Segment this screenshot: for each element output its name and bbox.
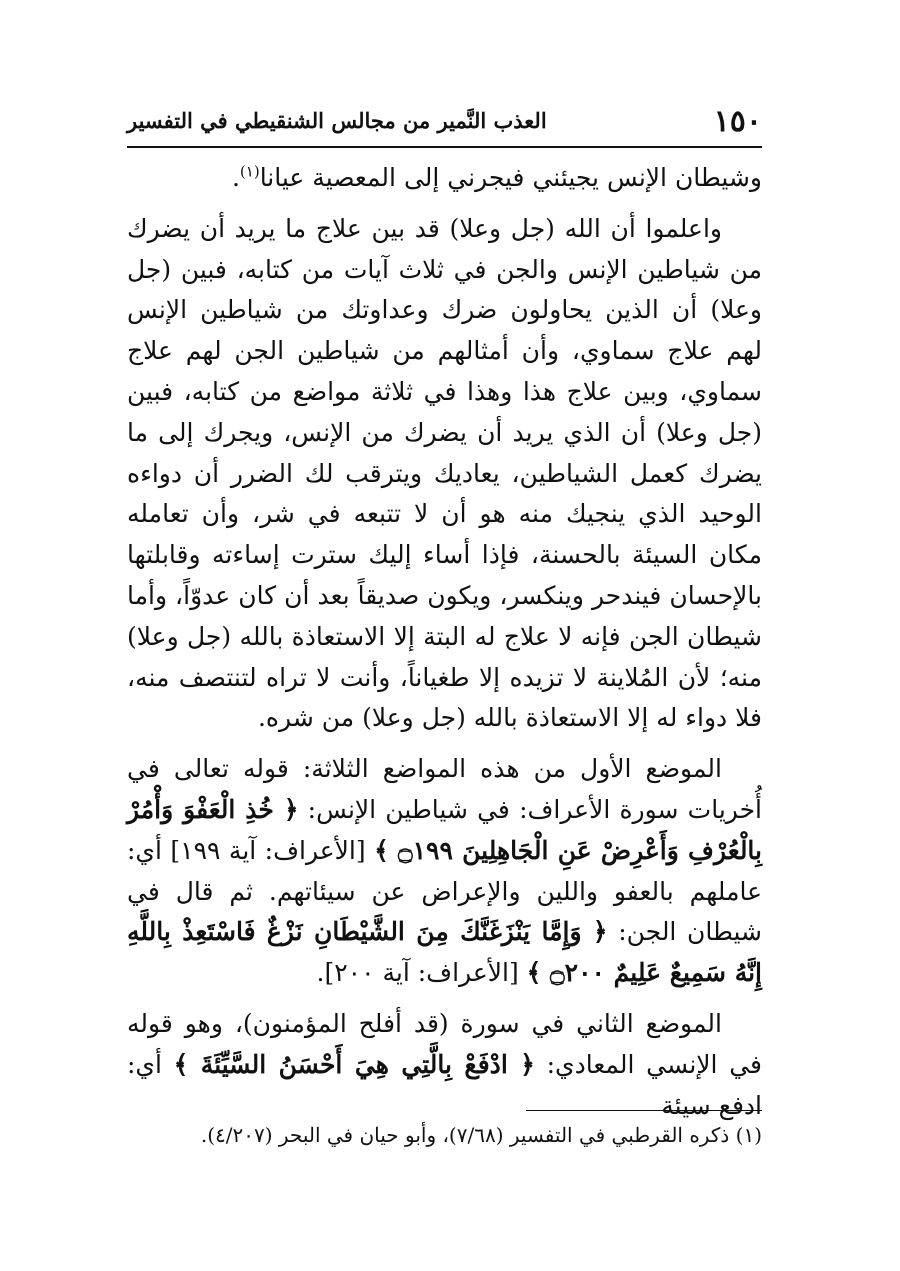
paragraph-3-text-b: [الأعراف: آية ١٩٩] أي: عاملهم بالعفو واللين والإعراض عن سيئاتهم. ثم قال في شيطان الجن:: [127, 835, 762, 947]
footnote: (١) ذكره القرطبي في التفسير (٧/٦٨)، وأبو حيان في البحر (٤/٢٠٧).: [200, 1123, 762, 1147]
paragraph-1-text: وشيطان الإنس يجيئني فيجرني إلى المعصية عيانا: [259, 163, 762, 192]
quran-verse-araf-200: ﴿ وَإِمَّا يَنْزَغَنَّكَ مِنَ الشَّيْطَانِ نَزْغٌ فَاسْتَعِذْ بِاللَّهِ إِنَّهُ سَمِيعٌ عَلِيمٌ ۝٢٠٠ ﴾: [127, 917, 762, 988]
running-title: العذب النَّمير من مجالس الشنقيطي في التفسير: [127, 108, 547, 133]
page-body: [127, 158, 762, 1126]
quran-verse-araf-199: ﴿ خُذِ الْعَفْوَ وَأْمُرْ بِالْعُرْفِ وَأَعْرِضْ عَنِ الْجَاهِلِينَ ۝١٩٩ ﴾: [127, 794, 763, 865]
paragraph-1: [127, 158, 762, 199]
header-rule: [127, 146, 762, 148]
page-number: ١٥٠: [713, 104, 762, 139]
paragraph-4-text-b: أي: ادفع سيئة: [127, 1049, 762, 1120]
footnote-rule: [526, 1110, 762, 1111]
paragraph-3: [127, 749, 762, 994]
paragraph-4: [127, 1004, 762, 1126]
footnote-reference: (١): [239, 162, 260, 181]
paragraph-3-text-a: الموضع الأول من هذه المواضع الثلاثة: قوله تعالى في أُخريات سورة الأعراف: في شياطين الإنس:: [127, 754, 762, 824]
paragraph-4-text-a: الموضع الثاني في سورة (قد أفلح المؤمنون)، وهو قوله في الإنسي المعادي:: [127, 1008, 762, 1079]
paragraph-3-text-c: [الأعراف: آية ٢٠٠].: [316, 958, 527, 988]
paragraph-2: واعلموا أن الله (جل وعلا) قد بين علاج ما يريد أن يضرك من شياطين الإنس والجن في ثلاث آيات من كتابه، فبين (جل وعلا) أن الذين يحاولون ضرك وعداوتك من شياطين الإنس لهم علاج سماوي، وأن أمثالهم من شياطين الجن لهم علاج سماوي، وبين علاج هذا وهذا في ثلاثة مواضع من كتابه، فبين (جل وعلا) أن الذي يريد أن يضرك من الإنس، ويجرك إلى ما يضرك كعمل الشياطين، يعاديك ويترقب لك الضرر أن دواءه الوحيد الذي ينجيك منه هو أن لا تتبعه في شر، وأن تعامله مكان السيئة بالحسنة، فإذا أساء إليك سترت إساءته وقابلتها بالإحسان فيندحر وينكسر، ويكون صديقاً بعد أن كان عدوّاً، وأما شيطان الجن فإنه لا علاج له البتة إلا الاستعاذة بالله (جل وعلا) منه؛ لأن المُلاينة لا تزيده إلا طغياناً، وأنت لا تراه لتنتصف منه، فلا دواء له إلا الاستعاذة بالله (جل وعلا) من شره.: [127, 213, 762, 733]
paragraph-1-end: .: [231, 163, 240, 192]
page-header: [127, 102, 762, 144]
quran-verse-muminun: ﴿ ادْفَعْ بِالَّتِي هِيَ أَحْسَنُ السَّيِّئَةَ ﴾: [173, 1049, 535, 1079]
